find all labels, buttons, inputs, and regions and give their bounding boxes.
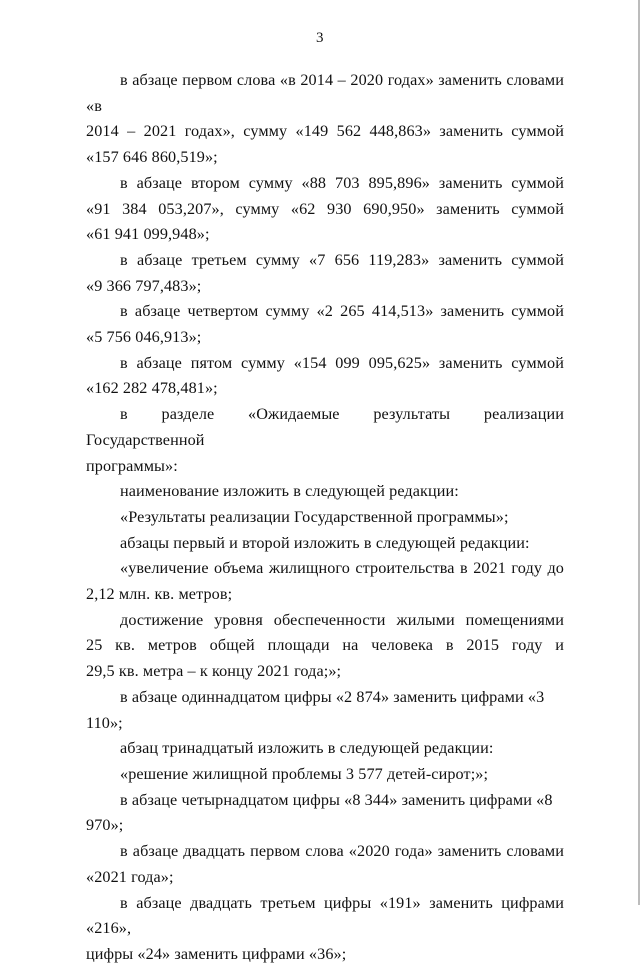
text-line: в абзаце первом слова «в 2014 – 2020 годах» заменить словами «в [86,71,564,115]
text-line: в абзаце двадцать первом слова «2020 года» заменить словами [120,842,564,861]
text-line: достижение уровня обеспеченности жилыми помещениями [120,610,564,629]
text-line: «9 366 797,483»; [86,276,202,295]
text-line: «решение жилищной проблемы 3 577 детей-сирот;»; [120,764,489,783]
text-line: в абзаце двадцать третьем цифры «191» заменить цифрами «216», [86,893,564,938]
text-line: в абзаце четвертом сумму «2 265 414,513» заменить суммой [120,302,564,321]
text-line: «61 941 099,948»; [86,225,210,244]
text-line: наименование изложить в следующей редакции: [120,482,459,501]
text-line: в абзаце четырнадцатом цифры «8 344» заменить цифрами «8 970»; [86,790,553,835]
text-line: 2014 – 2021 годах», сумму «149 562 448,863» заменить суммой [86,122,564,141]
text-line: «162 282 478,481»; [86,379,218,398]
text-line: «2021 года»; [86,867,174,886]
text-line: «5 756 046,913»; [86,328,202,347]
text-line: абзац тринадцатый изложить в следующей редакции: [120,739,494,758]
text-line: «Результаты реализации Государственной программы»; [120,507,509,526]
text-line: «увеличение объема жилищного строительства в 2021 году до [120,559,564,578]
text-line: программы»: [86,456,178,475]
text-line: цифры «24» заменить цифрами «36»; [86,944,347,963]
text-line: в абзаце пятом сумму «154 099 095,625» заменить суммой [120,353,564,372]
text-line: абзацы первый и второй изложить в следующей редакции: [120,533,530,552]
text-line: в разделе «Ожидаемые результаты реализации Государственной [86,405,564,449]
document-body [86,68,564,968]
text-line: 29,5 кв. метра – к концу 2021 года;»; [86,662,342,681]
text-line: 25 кв. метров общей площади на человека в 2015 году и [86,636,564,655]
text-line: 2,12 млн. кв. метров; [86,585,233,604]
text-line: в абзаце третьем сумму «7 656 119,283» заменить суммой [120,250,564,269]
text-line: «91 384 053,207», сумму «62 930 690,950» заменить суммой [86,199,564,218]
text-line: в абзаце одиннадцатом цифры «2 874» заменить цифрами «3 110»; [86,687,545,732]
text-line: в абзаце втором сумму «88 703 895,896» заменить суммой [120,173,564,192]
text-line: «157 646 860,519»; [86,148,218,167]
page-number: 3 [316,30,324,46]
